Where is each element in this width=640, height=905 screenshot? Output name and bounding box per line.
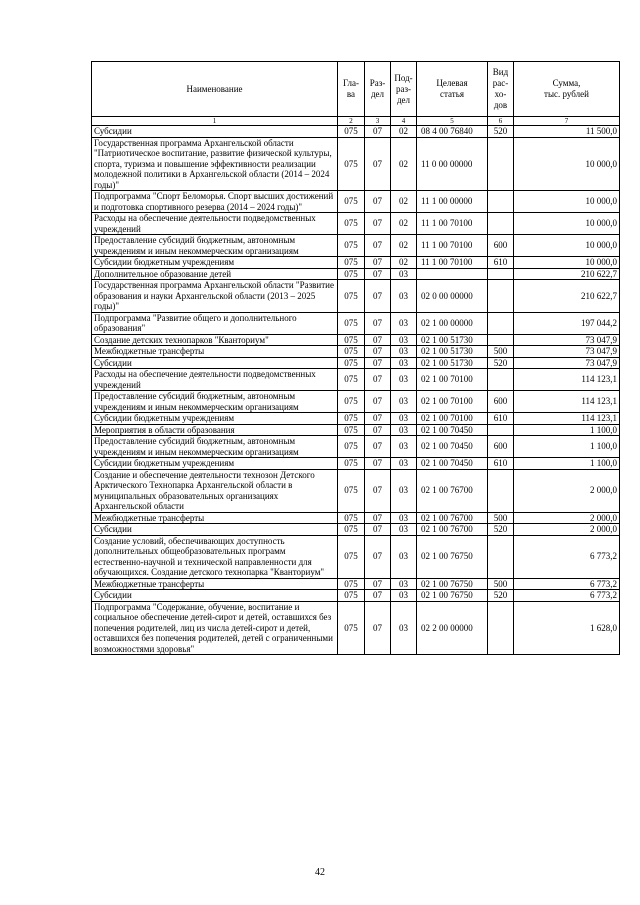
- row-target-cell: 02 1 00 00000: [417, 312, 488, 334]
- row-name-cell: Создание детских технопарков "Кванториум": [92, 334, 338, 346]
- table-row: [92, 535, 620, 578]
- row-amount-cell: 10 000,0: [514, 137, 620, 191]
- row-expense-type-cell: [488, 268, 514, 280]
- row-target-cell: 11 1 00 00000: [417, 191, 488, 213]
- row-expense-type-cell: 520: [488, 357, 514, 369]
- row-name-cell: Подпрограмма "Спорт Беломорья. Спорт высших достижений и подготовка спортивного резерва (2014 – 2024 годы)": [92, 191, 338, 213]
- row-subsection-cell: 02: [391, 137, 417, 191]
- row-target-cell: 11 1 00 70100: [417, 213, 488, 235]
- row-amount-cell: 1 100,0: [514, 424, 620, 436]
- row-section-cell: 07: [365, 126, 391, 138]
- row-chapter-cell: 075: [338, 458, 365, 470]
- row-section-cell: 07: [365, 257, 391, 269]
- row-expense-type-cell: [488, 191, 514, 213]
- row-expense-type-cell: 610: [488, 257, 514, 269]
- table-row: [92, 257, 620, 269]
- row-amount-cell: 10 000,0: [514, 191, 620, 213]
- row-name-cell: Расходы на обеспечение деятельности подведомственных учреждений: [92, 369, 338, 391]
- row-expense-type-cell: [488, 280, 514, 313]
- row-section-cell: 07: [365, 524, 391, 536]
- table-row: [92, 469, 620, 512]
- row-chapter-cell: 075: [338, 578, 365, 590]
- row-target-cell: 02 1 00 70450: [417, 424, 488, 436]
- row-subsection-cell: 03: [391, 312, 417, 334]
- row-chapter-cell: 075: [338, 413, 365, 425]
- row-section-cell: 07: [365, 601, 391, 655]
- row-chapter-cell: 075: [338, 512, 365, 524]
- row-section-cell: 07: [365, 590, 391, 602]
- table-row: [92, 458, 620, 470]
- row-amount-cell: 114 123,1: [514, 369, 620, 391]
- row-name-cell: Мероприятия в области образования: [92, 424, 338, 436]
- row-subsection-cell: 02: [391, 257, 417, 269]
- row-chapter-cell: 075: [338, 357, 365, 369]
- row-target-cell: 02 1 00 76700: [417, 512, 488, 524]
- row-target-cell: 02 1 00 70100: [417, 369, 488, 391]
- header-section: Раз- дел: [365, 62, 391, 117]
- row-name-cell: Предоставление субсидий бюджетным, автономным учреждениям и иным некоммерческим организациям: [92, 391, 338, 413]
- row-section-cell: 07: [365, 346, 391, 358]
- column-number: 3: [365, 117, 391, 126]
- row-section-cell: 07: [365, 235, 391, 257]
- row-target-cell: 08 4 00 76840: [417, 126, 488, 138]
- row-target-cell: 11 1 00 70100: [417, 235, 488, 257]
- row-chapter-cell: 075: [338, 524, 365, 536]
- table-row: [92, 424, 620, 436]
- table-row: [92, 126, 620, 138]
- table-row: [92, 413, 620, 425]
- header-target: Целевая статья: [417, 62, 488, 117]
- row-amount-cell: 197 044,2: [514, 312, 620, 334]
- budget-table: [91, 61, 620, 655]
- row-amount-cell: 73 047,9: [514, 334, 620, 346]
- row-name-cell: Субсидии бюджетным учреждениям: [92, 257, 338, 269]
- row-subsection-cell: 03: [391, 424, 417, 436]
- header-chapter: Гла- ва: [338, 62, 365, 117]
- row-subsection-cell: 02: [391, 191, 417, 213]
- row-chapter-cell: 075: [338, 436, 365, 458]
- row-name-cell: Субсидии: [92, 524, 338, 536]
- row-name-cell: Подпрограмма "Развитие общего и дополнительного образования": [92, 312, 338, 334]
- table-row: [92, 213, 620, 235]
- row-name-cell: Создание и обеспечение деятельности технозон Детского Арктического Технопарка Архангельской области в муниципальных образовательных организациях Архангельской области: [92, 469, 338, 512]
- row-amount-cell: 6 773,2: [514, 590, 620, 602]
- row-target-cell: 02 1 00 51730: [417, 334, 488, 346]
- row-section-cell: 07: [365, 391, 391, 413]
- row-target-cell: 02 1 00 76750: [417, 578, 488, 590]
- row-expense-type-cell: [488, 334, 514, 346]
- row-expense-type-cell: 600: [488, 391, 514, 413]
- row-amount-cell: 11 500,0: [514, 126, 620, 138]
- table-row: [92, 436, 620, 458]
- row-chapter-cell: 075: [338, 257, 365, 269]
- row-target-cell: 02 1 00 70450: [417, 436, 488, 458]
- row-section-cell: 07: [365, 213, 391, 235]
- row-amount-cell: 6 773,2: [514, 578, 620, 590]
- row-subsection-cell: 03: [391, 590, 417, 602]
- table-row: [92, 369, 620, 391]
- row-name-cell: Межбюджетные трансферты: [92, 512, 338, 524]
- table-row: [92, 280, 620, 313]
- row-subsection-cell: 03: [391, 357, 417, 369]
- row-expense-type-cell: 610: [488, 413, 514, 425]
- row-expense-type-cell: 610: [488, 458, 514, 470]
- row-subsection-cell: 03: [391, 535, 417, 578]
- column-number: 7: [514, 117, 620, 126]
- table-row: [92, 191, 620, 213]
- row-chapter-cell: 075: [338, 191, 365, 213]
- row-subsection-cell: 03: [391, 413, 417, 425]
- row-section-cell: 07: [365, 535, 391, 578]
- row-name-cell: Расходы на обеспечение деятельности подведомственных учреждений: [92, 213, 338, 235]
- row-section-cell: 07: [365, 137, 391, 191]
- row-amount-cell: 6 773,2: [514, 535, 620, 578]
- table-row: [92, 346, 620, 358]
- table-header: [92, 62, 620, 126]
- row-expense-type-cell: [488, 213, 514, 235]
- row-amount-cell: 210 622,7: [514, 268, 620, 280]
- row-target-cell: 02 1 00 76750: [417, 590, 488, 602]
- row-name-cell: Создание условий, обеспечивающих доступность дополнительных общеобразовательных программ естественно-научной и технической направленности для обучающихся. Создание детского технопарка "Кванториум": [92, 535, 338, 578]
- row-expense-type-cell: [488, 137, 514, 191]
- row-chapter-cell: 075: [338, 213, 365, 235]
- row-section-cell: 07: [365, 268, 391, 280]
- row-chapter-cell: 075: [338, 535, 365, 578]
- row-expense-type-cell: 520: [488, 524, 514, 536]
- table-body: [92, 126, 620, 655]
- row-amount-cell: 210 622,7: [514, 280, 620, 313]
- table-row: [92, 512, 620, 524]
- row-subsection-cell: 03: [391, 369, 417, 391]
- row-amount-cell: 10 000,0: [514, 213, 620, 235]
- column-number: 6: [488, 117, 514, 126]
- row-amount-cell: 73 047,9: [514, 357, 620, 369]
- row-name-cell: Межбюджетные трансферты: [92, 578, 338, 590]
- row-target-cell: 02 1 00 70100: [417, 413, 488, 425]
- row-expense-type-cell: 600: [488, 436, 514, 458]
- row-target-cell: 02 1 00 76750: [417, 535, 488, 578]
- row-subsection-cell: 02: [391, 126, 417, 138]
- header-amount: Сумма, тыс. рублей: [514, 62, 620, 117]
- row-chapter-cell: 075: [338, 469, 365, 512]
- row-amount-cell: 114 123,1: [514, 413, 620, 425]
- row-subsection-cell: 02: [391, 235, 417, 257]
- row-subsection-cell: 03: [391, 469, 417, 512]
- row-amount-cell: 1 628,0: [514, 601, 620, 655]
- header-row: [92, 62, 620, 117]
- row-chapter-cell: 075: [338, 590, 365, 602]
- table-row: [92, 357, 620, 369]
- row-target-cell: 02 1 00 51730: [417, 346, 488, 358]
- row-expense-type-cell: 520: [488, 126, 514, 138]
- row-chapter-cell: 075: [338, 280, 365, 313]
- column-number: 2: [338, 117, 365, 126]
- row-expense-type-cell: 520: [488, 590, 514, 602]
- row-target-cell: 02 1 00 70450: [417, 458, 488, 470]
- row-name-cell: Субсидии бюджетным учреждениям: [92, 413, 338, 425]
- row-expense-type-cell: 600: [488, 235, 514, 257]
- column-number: 5: [417, 117, 488, 126]
- row-target-cell: 11 0 00 00000: [417, 137, 488, 191]
- row-amount-cell: 10 000,0: [514, 257, 620, 269]
- row-section-cell: 07: [365, 458, 391, 470]
- table-row: [92, 334, 620, 346]
- row-subsection-cell: 03: [391, 512, 417, 524]
- row-section-cell: 07: [365, 191, 391, 213]
- row-chapter-cell: 075: [338, 126, 365, 138]
- row-target-cell: 02 1 00 51730: [417, 357, 488, 369]
- row-section-cell: 07: [365, 469, 391, 512]
- row-subsection-cell: 03: [391, 436, 417, 458]
- row-section-cell: 07: [365, 512, 391, 524]
- row-name-cell: Подпрограмма "Содержание, обучение, воспитание и социальное обеспечение детей-сирот и детей, оставшихся без попечения родителей, лиц из числа детей-сирот и детей, оставшихся без попечения родителей, детей с ограниченными возможностями здоровья": [92, 601, 338, 655]
- row-expense-type-cell: [488, 369, 514, 391]
- row-name-cell: Государственная программа Архангельской области "Патриотическое воспитание, развитие физической культуры, спорта, туризма и повышение эффективности реализации молодежной политики в Архангельской области (2014 – 2024 годы)": [92, 137, 338, 191]
- row-amount-cell: 1 100,0: [514, 458, 620, 470]
- row-subsection-cell: 02: [391, 213, 417, 235]
- row-name-cell: Субсидии бюджетным учреждениям: [92, 458, 338, 470]
- row-section-cell: 07: [365, 413, 391, 425]
- row-section-cell: 07: [365, 312, 391, 334]
- row-target-cell: 02 0 00 00000: [417, 280, 488, 313]
- row-name-cell: Предоставление субсидий бюджетным, автономным учреждениям и иным некоммерческим организациям: [92, 436, 338, 458]
- row-chapter-cell: 075: [338, 137, 365, 191]
- row-section-cell: 07: [365, 280, 391, 313]
- row-expense-type-cell: [488, 312, 514, 334]
- row-target-cell: 11 1 00 70100: [417, 257, 488, 269]
- row-subsection-cell: 03: [391, 334, 417, 346]
- table-row: [92, 590, 620, 602]
- table-row: [92, 268, 620, 280]
- row-subsection-cell: 03: [391, 578, 417, 590]
- row-target-cell: 02 1 00 76700: [417, 524, 488, 536]
- table-row: [92, 312, 620, 334]
- row-chapter-cell: 075: [338, 424, 365, 436]
- row-section-cell: 07: [365, 357, 391, 369]
- table-row: [92, 137, 620, 191]
- row-target-cell: 02 2 00 00000: [417, 601, 488, 655]
- row-amount-cell: 2 000,0: [514, 469, 620, 512]
- row-target-cell: [417, 268, 488, 280]
- row-subsection-cell: 03: [391, 268, 417, 280]
- row-expense-type-cell: 500: [488, 512, 514, 524]
- row-amount-cell: 114 123,1: [514, 391, 620, 413]
- row-chapter-cell: 075: [338, 391, 365, 413]
- row-chapter-cell: 075: [338, 334, 365, 346]
- table-row: [92, 578, 620, 590]
- row-amount-cell: 2 000,0: [514, 524, 620, 536]
- row-name-cell: Субсидии: [92, 357, 338, 369]
- row-section-cell: 07: [365, 369, 391, 391]
- row-target-cell: 02 1 00 70100: [417, 391, 488, 413]
- row-subsection-cell: 03: [391, 346, 417, 358]
- row-amount-cell: 1 100,0: [514, 436, 620, 458]
- row-expense-type-cell: [488, 601, 514, 655]
- row-chapter-cell: 075: [338, 312, 365, 334]
- row-section-cell: 07: [365, 578, 391, 590]
- row-expense-type-cell: [488, 535, 514, 578]
- row-amount-cell: 2 000,0: [514, 512, 620, 524]
- row-chapter-cell: 075: [338, 268, 365, 280]
- row-amount-cell: 73 047,9: [514, 346, 620, 358]
- row-chapter-cell: 075: [338, 235, 365, 257]
- row-section-cell: 07: [365, 424, 391, 436]
- row-name-cell: Субсидии: [92, 126, 338, 138]
- header-expense-type: Вид рас- хо- дов: [488, 62, 514, 117]
- page-number: 42: [315, 867, 325, 878]
- row-chapter-cell: 075: [338, 346, 365, 358]
- row-section-cell: 07: [365, 436, 391, 458]
- column-number: 4: [391, 117, 417, 126]
- table-row: [92, 391, 620, 413]
- row-subsection-cell: 03: [391, 280, 417, 313]
- row-subsection-cell: 03: [391, 524, 417, 536]
- row-chapter-cell: 075: [338, 369, 365, 391]
- header-subsection: Под- раз- дел: [391, 62, 417, 117]
- row-chapter-cell: 075: [338, 601, 365, 655]
- table-row: [92, 235, 620, 257]
- row-subsection-cell: 03: [391, 391, 417, 413]
- row-expense-type-cell: 500: [488, 578, 514, 590]
- row-section-cell: 07: [365, 334, 391, 346]
- row-amount-cell: 10 000,0: [514, 235, 620, 257]
- row-expense-type-cell: 500: [488, 346, 514, 358]
- row-name-cell: Субсидии: [92, 590, 338, 602]
- row-name-cell: Межбюджетные трансферты: [92, 346, 338, 358]
- column-number: 1: [92, 117, 338, 126]
- row-expense-type-cell: [488, 424, 514, 436]
- row-subsection-cell: 03: [391, 601, 417, 655]
- table-row: [92, 601, 620, 655]
- row-target-cell: 02 1 00 76700: [417, 469, 488, 512]
- row-expense-type-cell: [488, 469, 514, 512]
- column-number-row: [92, 117, 620, 126]
- row-subsection-cell: 03: [391, 458, 417, 470]
- row-name-cell: Государственная программа Архангельской области "Развитие образования и науки Архангельской области (2013 – 2025 годы)": [92, 280, 338, 313]
- table-row: [92, 524, 620, 536]
- row-name-cell: Дополнительное образование детей: [92, 268, 338, 280]
- row-name-cell: Предоставление субсидий бюджетным, автономным учреждениям и иным некоммерческим организациям: [92, 235, 338, 257]
- header-name: Наименование: [92, 62, 338, 117]
